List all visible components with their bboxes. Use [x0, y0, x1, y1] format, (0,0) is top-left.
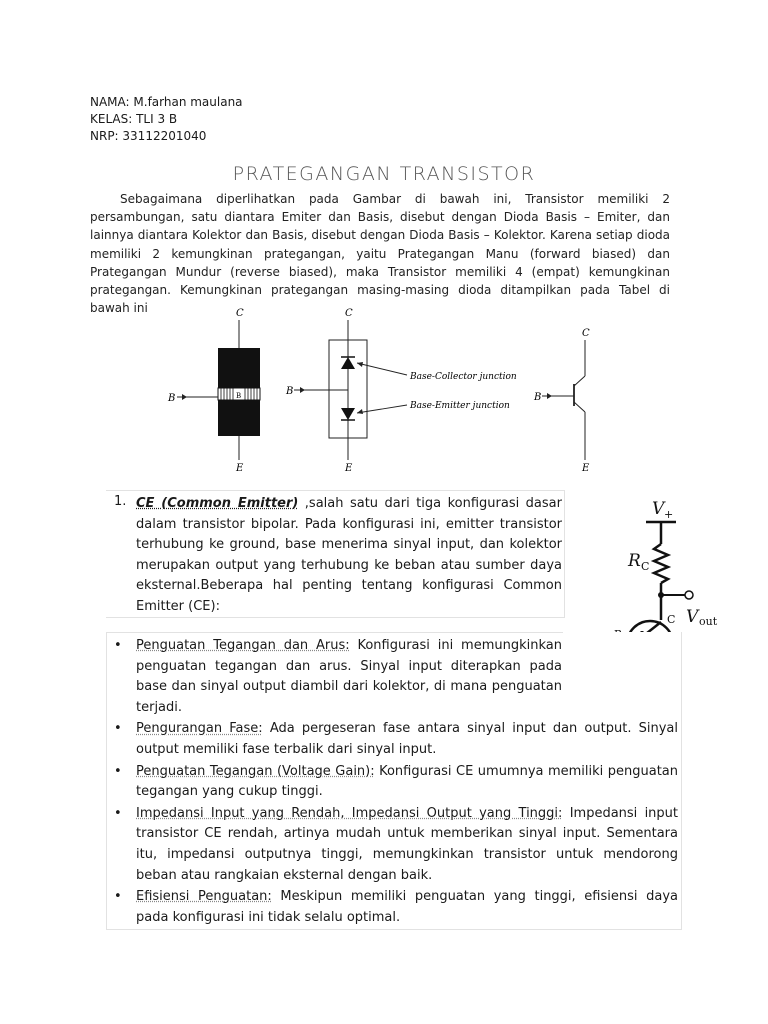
- vplus-subscript: +: [664, 508, 674, 521]
- bullet-text: Konfigurasi CE umumnya memiliki penguatan tegangan yang cukup tinggi.: [136, 763, 678, 800]
- bullet-term: Pengurangan Fase:: [136, 721, 263, 737]
- student-class: KELAS: TLI 3 B: [90, 112, 178, 126]
- ce-term: CE (Common Emitter): [136, 496, 299, 511]
- transistor-junction-diagram: [160, 302, 600, 477]
- base-label-1: B: [168, 393, 176, 404]
- circuit-collector-label: C: [667, 613, 676, 626]
- ce-list-number: 1.: [114, 494, 127, 509]
- bullet-text: Ada pergeseran fase antara sinyal input dan output. Sinyal output memiliki fase terbalik dari sinyal input.: [136, 721, 678, 757]
- collector-label-3: C: [582, 328, 590, 339]
- list-item: [112, 887, 678, 928]
- bullet-icon: •: [114, 763, 122, 779]
- base-region-label: B: [236, 392, 242, 400]
- intro-text: Sebagaimana diperlihatkan pada Gambar di bawah ini, Transistor memiliki 2 persambungan, satu diantara Emiter dan Basis, disebut dengan Dioda Basis – Emiter, dan lainnya diantara Kolektor dan Basis, disebut dengan Dioda Basis – Kolektor. Karena setiap dioda memiliki 2 kemungkinan prategangan, yaitu Prategangan Manu (forward biased) dan Prategangan Mundur (reverse biased), maka Transistor memiliki 4 (empat) kemungkinan prategangan. Kemungkinan prategangan masing-masing dioda ditampilkan pada Tabel di bawah ini: [90, 192, 670, 316]
- list-item: [112, 762, 678, 803]
- bullet-term: Penguatan Tegangan (Voltage Gain):: [136, 763, 375, 779]
- ce-definition: [136, 494, 562, 617]
- bullet-icon: •: [114, 889, 122, 905]
- student-name: NAMA: M.farhan maulana: [90, 95, 243, 109]
- rc-subscript: C: [641, 560, 650, 573]
- emitter-label-2: E: [345, 463, 353, 474]
- student-nrp: NRP: 33112201040: [90, 129, 207, 143]
- bullet-text: Impedansi input transistor CE rendah, artinya mudah untuk memberikan sinyal input. Sementara itu, impedansi outputnya tinggi, memungkinkan transistor untuk mendorong beban atau rangkaian eksternal dengan baik.: [136, 805, 679, 883]
- vout-label: V: [686, 607, 699, 627]
- emitter-label-1: E: [236, 463, 244, 474]
- bullet-text: Meskipun memiliki penguatan yang tinggi, efisiensi daya pada konfigurasi ini tidak selalu optimal.: [136, 889, 678, 925]
- transistor-symbol-figure: [533, 328, 590, 474]
- bullet-text: Konfigurasi ini memungkinkan penguatan tegangan dan arus. Sinyal input diterapkan pada base dan sinyal output diambil dari kolektor, di mana penguatan terjadi.: [136, 638, 562, 715]
- ce-characteristics-list: [112, 636, 678, 929]
- base-collector-label: Base-Collector junction: [410, 372, 517, 382]
- list-item: [112, 636, 562, 718]
- base-label-3: B: [534, 392, 542, 403]
- base-label-2: B: [286, 386, 294, 397]
- vplus-label: V: [652, 499, 665, 519]
- rc-label: R: [628, 551, 641, 571]
- list-item: [112, 719, 678, 760]
- bullet-term: Penguatan Tegangan dan Arus:: [136, 638, 350, 653]
- ce-description: ,salah satu dari tiga konfigurasi dasar dalam transistor bipolar. Pada konfigurasi ini, emitter transistor terhubung ke ground, base menerima sinyal input, dan kolektor merupakan output yang terhubung ke beban atau sumber daya eksternal.Beberapa hal penting tentang konfigurasi Common Emitter (CE):: [136, 496, 562, 614]
- intro-paragraph: [90, 190, 670, 317]
- base-emitter-label: Base-Emitter junction: [410, 401, 510, 411]
- bullet-icon: •: [114, 638, 122, 653]
- list-item: [112, 804, 678, 886]
- bullet-term: Impedansi Input yang Rendah, Impedansi Output yang Tinggi:: [136, 805, 563, 821]
- bullet-icon: •: [114, 721, 122, 737]
- emitter-label-3: E: [582, 463, 590, 474]
- diode-model-figure: [285, 308, 517, 474]
- collector-label-2: C: [345, 308, 353, 319]
- collector-label-1: C: [236, 308, 244, 319]
- vout-subscript: out: [699, 615, 718, 628]
- bullet-term: Efisiensi Penguatan:: [136, 889, 272, 905]
- bullet-icon: •: [114, 805, 122, 821]
- transistor-block-figure: [167, 308, 260, 474]
- page-title: PRATEGANGAN TRANSISTOR: [232, 163, 536, 185]
